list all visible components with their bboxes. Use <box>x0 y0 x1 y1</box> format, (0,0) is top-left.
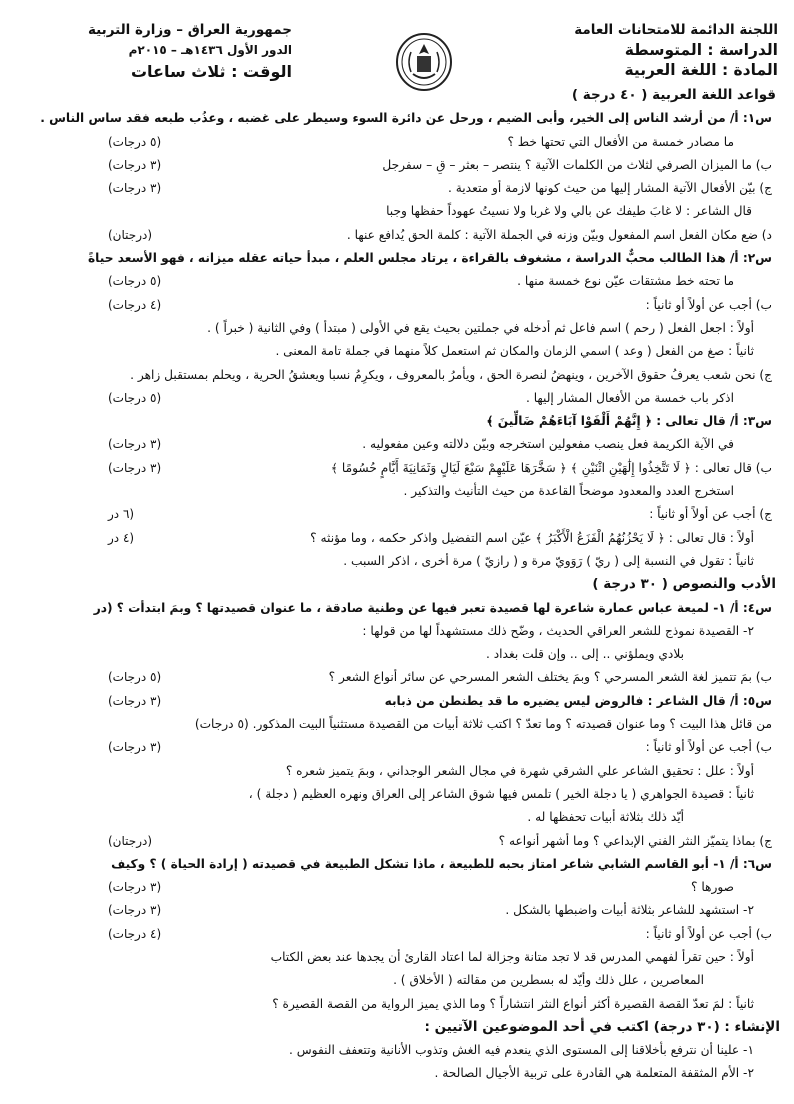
marks-label: (٣ درجات) <box>108 880 162 895</box>
marks-label: (٥ درجات) <box>108 134 162 149</box>
exam-line <box>0 340 794 363</box>
study-level: الدراسة : المتوسطة <box>624 41 778 59</box>
header-left <box>72 20 292 82</box>
exam-line <box>0 387 794 410</box>
exam-line <box>0 690 794 713</box>
line-text: أولاً : اجعل الفعل ( رحم ) اسم فاعل ثم أدخله في جملتين بحيث يقع في الأولى ( مبتدأ ) وفي الثانية ( خبراً ) . <box>207 320 754 335</box>
marks-label: (٤ درجات) <box>108 297 162 312</box>
line-text: ثانياً : صغ من الفعل ( وعد ) اسمي الزمان والمكان ثم استعمل كلاً منهما في جملة تامة المعنى . <box>275 344 754 359</box>
exam-session: الدور الأول ١٤٣٦هـ – ٢٠١٥م <box>128 43 292 57</box>
line-text: أولاً : علل : تحقيق الشاعر علي الشرقي شهرة في مجال الشعر الوجداني ، وبمَ يتميز شعره ؟ <box>285 763 754 778</box>
exam-line <box>0 969 794 992</box>
question-text: س٦: أ/ ١- أبو القاسم الشابي شاعر امتاز بحبه للطبيعة ، ماذا تشكل الطبيعة في قصيدته ( إرادة الحياة ) ؟ وكيف <box>111 856 772 871</box>
line-text: ثانياً : لمَ تعدّ القصة القصيرة أكثر أنواع النثر انتشاراً ؟ وما الذي يميز الرواية من القصة القصيرة ؟ <box>272 996 754 1011</box>
line-text: ب) ما الميزان الصرفي لثلاث من الكلمات الآتية ؟ ينتصر – بعثر – قِ – سفرجل <box>382 157 772 172</box>
line-text: أولاً : حين تقرأ لفهمي المدرس قد لا تجد متانة وجزالة لما اعتاد القارئ أن يجدها عند بعض الكتاب <box>270 949 754 964</box>
exam-line <box>0 806 794 829</box>
exam-line <box>0 666 794 689</box>
exam-line <box>0 317 794 340</box>
line-text: ما مصادر خمسة من الأفعال التي تحتها خط ؟ <box>507 134 734 149</box>
section-heading: الإنشاء : (٣٠ درجة) اكتب في أحد الموضوعين الآتيين : <box>424 1018 780 1035</box>
marks-label: (درجتان) <box>108 833 153 848</box>
marks-label: (٣ درجات) <box>108 740 162 755</box>
exam-line <box>0 713 794 736</box>
exam-line <box>0 480 794 503</box>
line-text: أولاً : قال تعالى : ﴿ لَا يَحْزُنُهُمُ الْفَزَعُ الْأَكْبَرُ ﴾ عيّن اسم التفضيل واذكر حكمه ، وما مؤنثه ؟ <box>310 530 754 545</box>
line-text: ج) بيّن الأفعال الآتية المشار إليها من حيث كونها لازمة أو متعدية . <box>448 181 772 196</box>
exam-line <box>0 154 794 177</box>
line-text: ب) بمَ تتميز لغة الشعر المسرحي ؟ وبمَ يختلف الشعر المسرحي عن سائر أنواع الشعر ؟ <box>328 670 772 685</box>
line-text: المعاصرين ، علل ذلك وأيّد له بسطرين من مقالته ( الأخلاق ) . <box>393 973 704 988</box>
marks-label: (٥ درجات) <box>108 274 162 289</box>
marks-label: (٦ در <box>108 507 135 522</box>
line-text: ب) قال تعالى : ﴿ لَا تَتَّخِذُوا إِلَٰهَيْنِ اثْنَيْنِ ﴾ ﴿ سَخَّرَهَا عَلَيْهِمْ سَبْعَ لَيَالٍ وَثَمَانِيَةَ أَيَّامٍ حُسُومًا ﴾ <box>330 460 772 475</box>
line-text: ثانياً : تقول في النسبة إلى ( ريّ ) رَوَويّ مرة و ( رازيّ ) مرة أخرى ، اذكر السبب . <box>343 553 754 568</box>
line-text: استخرج العدد والمعدود موضحاً القاعدة من حيث التأنيث والتذكير . <box>403 484 734 499</box>
exam-line <box>0 853 794 876</box>
exam-line <box>0 224 794 247</box>
line-text: ما تحته خط مشتقات عيّن نوع خمسة منها . <box>517 274 734 289</box>
exam-line <box>0 200 794 223</box>
line-text: من قائل هذا البيت ؟ وما عنوان قصيدته ؟ وما تعدّ ؟ اكتب ثلاثة أبيات من القصيدة مستثنياً البيت المذكور. (٥ درجات) <box>194 717 772 732</box>
line-text: ١- علينا أن نترفع بأخلاقنا إلى المستوى الذي ينعدم فيه الغش وتذوب الأنانية وتتعفف النفوس . <box>289 1043 754 1058</box>
question-text: س١: أ/ من أرشد الناس إلى الخير، وأبى الضيم ، ورحل عن دائرة السوء وسيطر على غضبه ، وعذُب طبعه فقد ساس الناس . <box>40 111 772 126</box>
marks-label: (٣ درجات) <box>108 460 162 475</box>
marks-label: (٣ درجات) <box>108 437 162 452</box>
line-text: ب) أجب عن أولاً أو ثانياً : <box>645 740 772 755</box>
line-text: ثانياً : قصيدة الجواهري ( يا دجلة الخير ) تلمس فيها شوق الشاعر إلى العراق ونهره العظيم ( دجلة ) ، <box>248 786 754 801</box>
line-text: د) ضع مكان الفعل اسم المفعول وبيّن وزنه في الجملة الآتية : كلمة الحق يُدافع عنها . <box>346 227 772 242</box>
question-text: س٣: أ/ قال تعالى : ﴿ إِنَّهُمْ أَلْفَوْا آبَاءَهُمْ ضَالِّينَ ﴾ <box>486 414 772 429</box>
line-text: ٢- الأم المثقفة المتعلمة هي القادرة على تربية الأجيال الصالحة . <box>434 1066 754 1081</box>
line-text: ٢- استشهد للشاعر بثلاثة أبيات واضبطها بالشكل . <box>505 903 754 918</box>
marks-label: (درجتان) <box>108 227 153 242</box>
subject: المادة : اللغة العربية <box>624 61 778 79</box>
exam-line <box>0 1016 794 1039</box>
exam-line <box>0 410 794 433</box>
exam-line <box>0 783 794 806</box>
exam-line <box>0 993 794 1016</box>
marks-label: (٣ درجات) <box>108 181 162 196</box>
committee-name: اللجنة الدائمة للامتحانات العامة <box>574 22 778 38</box>
exam-line <box>0 270 794 293</box>
exam-line <box>0 736 794 759</box>
line-text: ج) أجب عن أولاً أو ثانياً : <box>649 507 772 522</box>
question-text: س٥: أ/ قال الشاعر : فالروض ليس يضيره ما قد يطنطن من ذبابه <box>384 693 772 708</box>
exam-line <box>0 946 794 969</box>
exam-line <box>0 294 794 317</box>
line-text: بلادي ويملؤني .. إلى .. وإن قلت بغداد . <box>486 647 684 662</box>
exam-line <box>0 84 794 107</box>
exam-line <box>0 550 794 573</box>
line-text: ب) أجب عن أولاً أو ثانياً : <box>645 297 772 312</box>
line-text: في الآية الكريمة فعل ينصب مفعولين استخرجه وبيّن دلالته وعين مفعوليه . <box>362 437 734 452</box>
exam-line <box>0 573 794 596</box>
exam-line <box>0 527 794 550</box>
section-heading: الأدب والنصوص ( ٣٠ درجة ) <box>592 576 776 593</box>
marks-label: (٤ درجات) <box>108 926 162 941</box>
exam-line <box>0 433 794 456</box>
exam-duration: الوقت : ثلاث ساعات <box>130 62 292 81</box>
exam-line <box>0 760 794 783</box>
exam-line <box>0 597 794 620</box>
ministry-emblem-icon <box>395 32 453 92</box>
exam-line <box>0 923 794 946</box>
marks-label: (٣ درجات) <box>108 903 162 918</box>
line-text: اذكر باب خمسة من الأفعال المشار إليها . <box>525 390 734 405</box>
marks-label: (٥ درجات) <box>108 390 162 405</box>
line-text: أيّد ذلك بثلاثة أبيات تحفظها له . <box>527 810 684 825</box>
line-text: قال الشاعر : لا غابَ طيفك عن بالي ولا غربا ولا نسيتُ عهوداً حفظها وجبا <box>386 204 752 219</box>
exam-line <box>0 1039 794 1062</box>
exam-line <box>0 1062 794 1085</box>
line-text: ٢- القصيدة نموذج للشعر العراقي الحديث ، وضّح ذلك مستشهداً لها من قولها : <box>362 623 754 638</box>
exam-questions <box>0 84 794 1086</box>
marks-label: (٣ درجات) <box>108 157 162 172</box>
exam-line <box>0 876 794 899</box>
header-right <box>518 20 778 80</box>
exam-line <box>0 503 794 526</box>
line-text: ب) أجب عن أولاً أو ثانياً : <box>645 926 772 941</box>
line-text: ج) بماذا يتميّز النثر الفني الإبداعي ؟ وما أشهر أنواعه ؟ <box>498 833 772 848</box>
section-heading: قواعد اللغة العربية ( ٤٠ درجة ) <box>571 87 776 103</box>
exam-line <box>0 364 794 387</box>
exam-line <box>0 643 794 666</box>
exam-line <box>0 131 794 154</box>
line-text: صورها ؟ <box>690 880 734 895</box>
exam-line <box>0 457 794 480</box>
exam-line <box>0 107 794 130</box>
line-text: ج) نحن شعب يعرفُ حقوق الآخرين ، وينهضُ لنصرة الحق ، ويأمرُ بالمعروف ، ويكرِمُ نسبا ويعشقُ الحرية ، ويحلم بمستقبل زاهر . <box>130 367 772 382</box>
country-ministry: جمهورية العراق – وزارة التربية <box>87 22 292 38</box>
exam-line <box>0 247 794 270</box>
question-text: س٤: أ/ ١- لميعة عباس عمارة شاعرة لها قصيدة تعبر فيها عن وطنية صادقة ، ما عنوان قصيدتها ؟ وبمَ ابتدأت ؟ (در <box>93 600 772 615</box>
exam-line <box>0 177 794 200</box>
question-text: س٢: أ/ هذا الطالب محبٌّ الدراسة ، مشغوف بالقراءة ، يرتاد مجلس العلم ، مبدأ حياته عقله ميزانه ، فهو الأسعد حياةً <box>87 251 772 266</box>
exam-line <box>0 899 794 922</box>
exam-line <box>0 620 794 643</box>
marks-label: (٥ درجات) <box>108 670 162 685</box>
marks-label: (٤ در <box>108 530 135 545</box>
exam-line <box>0 830 794 853</box>
marks-label: (٣ درجات) <box>108 693 162 708</box>
